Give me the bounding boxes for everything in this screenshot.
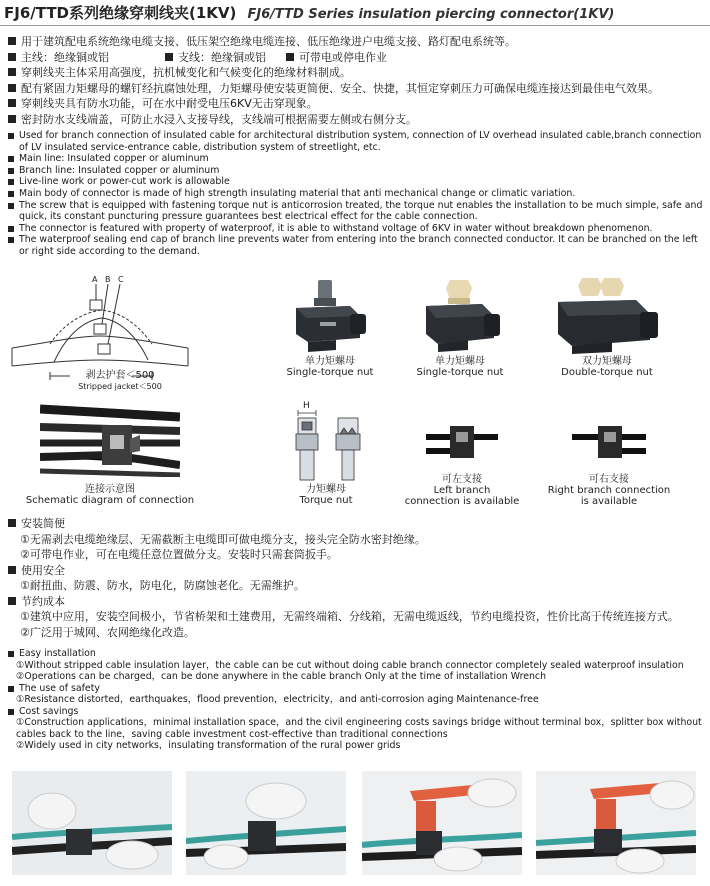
list-item: Main line: Insulated copper or aluminum: [6, 153, 706, 165]
list-item: Main body of connector is made of high strength insulating material that anti mechanical change or climatic variation.: [6, 188, 706, 200]
installation-photo-1: [12, 771, 172, 875]
list-item: The screw that is equipped with fastening torque nut is anticorrosion treated, the torque nut enables the installation to be much simple, safe and quick, its constant puncturing pressure guarantees best electrical effect for the cable connection.: [6, 200, 706, 223]
title-cn: FJ6/TTD系列绝缘穿刺线夹(1KV): [4, 4, 237, 22]
list-item: ②Operations can be charged，can be done anywhere in the cable branch Only at the time of installation Wrench: [16, 671, 547, 682]
list-item: Branch line: Insulated copper or aluminum: [6, 165, 706, 177]
bullet-icon: [8, 99, 16, 107]
double-torque-connector-image: [552, 274, 662, 358]
list-item: ①Construction applications，minimal installation space，and the civil engineering costs savings bridge without terminal box，splitter box without cables back to the line，saving cable investment cost-effective than traditional connections: [16, 717, 702, 740]
bullet-icon: [8, 686, 14, 692]
left-branch-caption: 可左支接 Left branch connection is available: [404, 474, 520, 507]
en-feature-list: [6, 130, 706, 258]
list-item: ①建筑中应用，安装空间极小，节省桥架和土建费用，无需终端箱、分线箱，无需电缆返线，节约电缆投资，性价比高于传统连接方式。: [20, 610, 679, 623]
schematic-connection-image: [40, 395, 180, 477]
list-item: 密封防水支线端盖，可防止水浸入支接导线，支线端可根据需要左侧或右侧分支。: [6, 112, 706, 128]
bullet-icon: [286, 53, 294, 61]
bullet-icon: [8, 179, 14, 185]
list-item: ①Resistance distorted，earthquakes，flood prevention，electricity，and anti-corrosion aging Maintenance-free: [16, 694, 539, 705]
list-item: The waterproof sealing end cap of branch line prevents water from entering into the branch connected conductor. It can be branched on the left or right side according to the demand.: [6, 234, 706, 257]
installation-photo-4: [536, 771, 696, 875]
list-item: ①Without stripped cable insulation layer，the cable can be cut without doing cable branch connector completely sealed waterproof insulation: [16, 659, 684, 671]
double-torque-caption: 双力矩螺母 Double-torque nut: [561, 356, 653, 378]
bullet-icon: [8, 168, 14, 174]
bullet-icon: [8, 519, 16, 527]
section-heading: 节约成本: [6, 594, 706, 610]
list-item: 穿刺线夹主体采用高强度，抗机械变化和气候变化的绝缘材料制成。: [6, 65, 706, 81]
bullet-icon: [8, 651, 14, 657]
bullet-icon: [8, 203, 14, 209]
bullet-icon: [8, 68, 16, 76]
bullet-icon: [8, 237, 14, 243]
label-b: B: [105, 275, 111, 284]
bullet-icon: [8, 133, 14, 139]
single-torque-connector-image: [290, 278, 370, 356]
label-c: C: [118, 275, 124, 284]
list-item: The connector is featured with property of waterproof, it is able to withstand voltage of 6KV in water without breakdown phenomenon.: [6, 223, 706, 235]
single-torque-caption-1: 单力矩螺母 Single-torque nut: [286, 356, 374, 378]
schematic-caption: 连接示意图 Schematic diagram of connection: [25, 484, 195, 506]
torque-nut-caption: 力矩螺母 Torque nut: [299, 484, 353, 506]
title-divider: [0, 25, 710, 26]
strip-caption: 剥去护套＜500 Stripped jacket＜500: [78, 370, 162, 391]
left-branch-diagram: [426, 424, 498, 460]
list-item: ②广泛用于城网、农网绝缘化改造。: [20, 625, 195, 639]
list-item: ②可带电作业，可在电缆任意位置做分支。安装时只需套筒扳手。: [20, 548, 338, 561]
single-torque-connector-image-2: [418, 276, 502, 356]
single-torque-caption-2: 单力矩螺母 Single-torque nut: [416, 356, 504, 378]
torque-nut-diagram: [288, 398, 368, 482]
section-heading: Cost savings: [6, 706, 706, 718]
section-heading: Easy installation: [6, 648, 706, 660]
list-item: ①耐扭曲、防震、防水，防电化，防腐蚀老化。无需维护。: [20, 579, 305, 592]
section-heading: 安装简便: [6, 516, 706, 532]
cn-feature-list: [6, 34, 706, 128]
label-a: A: [92, 275, 98, 284]
list-item: 穿刺线夹具有防水功能，可在水中耐受电压6KV无击穿现象。: [6, 96, 706, 112]
bullet-icon: [8, 53, 16, 61]
list-item: 配有紧固力矩螺母的螺钉经抗腐蚀处理，力矩螺母使安装更简便、安全、快捷，其恒定穿刺压力可确保电缆连接达到最佳电气效果。: [6, 81, 706, 97]
page-title: [4, 2, 706, 26]
bullet-icon: [8, 191, 14, 197]
list-item: 主线：绝缘铜或铝 支线：绝缘铜或铝 可带电或停电作业: [6, 50, 706, 66]
section-heading: The use of safety: [6, 683, 706, 695]
installation-photo-3: [362, 771, 522, 875]
installation-photo-2: [186, 771, 346, 875]
bullet-icon: [8, 84, 16, 92]
cn-sections: [6, 516, 706, 640]
right-branch-diagram: [572, 424, 646, 460]
bullet-icon: [8, 566, 16, 574]
bullet-icon: [8, 709, 14, 715]
list-item: ②Widely used in city networks，insulating transformation of the rural power grids: [16, 740, 401, 751]
title-en: FJ6/TTD Series insulation piercing connector(1KV): [247, 7, 615, 22]
bullet-icon: [8, 597, 16, 605]
bullet-icon: [8, 37, 16, 45]
section-heading: 使用安全: [6, 563, 706, 579]
right-branch-caption: 可右支接 Right branch connection is available: [547, 474, 671, 507]
bullet-icon: [8, 226, 14, 232]
en-sections: [6, 648, 706, 752]
list-item: Live-line work or power-cut work is allowable: [6, 176, 706, 188]
bullet-icon: [8, 115, 16, 123]
label-h: H: [303, 401, 310, 411]
list-item: ①无需剥去电缆绝缘层、无需截断主电缆即可做电缆分支，接头完全防水密封绝缘。: [20, 532, 426, 546]
bullet-icon: [8, 156, 14, 162]
list-item: Used for branch connection of insulated cable for architectural distribution system, connection of LV overhead insulated cable,branch connection of LV insulated service-entrance cable, distribution system of streetlight, etc.: [6, 130, 706, 153]
bullet-icon: [165, 53, 173, 61]
list-item: 用于建筑配电系统绝缘电缆支接、低压架空绝缘电缆连接、低压绝缘进户电缆支接、路灯配电系统等。: [6, 34, 706, 50]
